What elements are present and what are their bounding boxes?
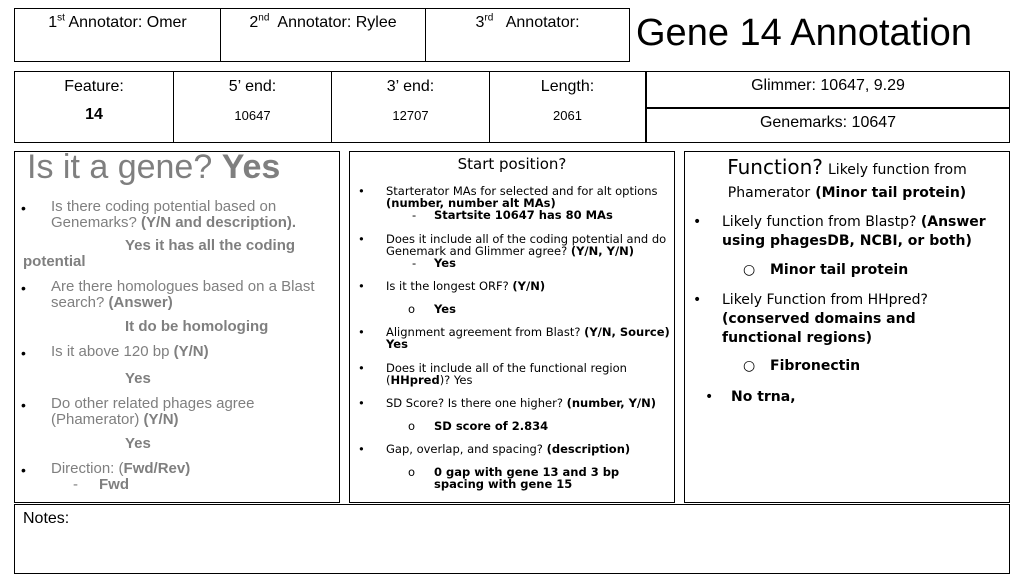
- page-title: Gene 14 Annotation: [636, 12, 972, 54]
- function-q1-bold: (Answer using phagesDB, NCBI, or both): [722, 214, 986, 249]
- gene-a4: Yes: [125, 435, 151, 452]
- gene-q4-text: Do other related phages agree (Phamerator): [51, 395, 255, 428]
- three-end-value: 12707: [392, 108, 429, 123]
- gene-q1-suffix: (Y/N and description).: [141, 214, 297, 231]
- second-annotator: [220, 9, 425, 61]
- third-annotator-label: Annotator:: [493, 14, 580, 31]
- start-a1: Startsite 10647 has 80 MAs: [434, 208, 613, 222]
- start-a6: SD score of 2.834: [434, 419, 549, 433]
- bullet: •: [21, 280, 26, 296]
- bullet: •: [358, 184, 365, 198]
- divider: [647, 107, 1009, 109]
- function-panel-title: [685, 156, 1009, 204]
- start-panel-title: Start position?: [457, 155, 567, 173]
- start-q2-text: Does it include all of the coding potential and do Genemark and Glimmer agree?: [386, 232, 667, 258]
- start-q2: [386, 233, 670, 257]
- third-annotator-ordinal: 3: [475, 14, 485, 31]
- dash: -: [412, 208, 417, 222]
- start-q4-bold: (Y/N, Source): [584, 325, 670, 339]
- start-q4: [386, 326, 672, 338]
- gene-a1: Yes it has all the coding potential: [23, 237, 296, 270]
- start-q1-bold: (number, number alt MAs): [386, 196, 556, 210]
- function-q1-text: Likely function from Blastp?: [722, 214, 917, 230]
- function-a1: Minor tail protein: [770, 262, 909, 278]
- is-it-a-gene-panel: [14, 148, 340, 503]
- first-annotator: [15, 9, 220, 61]
- start-a4: Yes: [386, 337, 408, 351]
- circle-bullet: ○: [743, 358, 756, 374]
- feature-row: [14, 71, 646, 143]
- bullet: •: [693, 292, 702, 308]
- start-a7: 0 gap with gene 13 and 3 bp spacing with gene 15: [434, 465, 620, 491]
- start-q6-text: SD Score? Is there one higher?: [386, 396, 563, 410]
- bullet: •: [21, 397, 26, 413]
- start-q3: [386, 280, 545, 292]
- function-title-bold: (Minor tail protein): [815, 185, 967, 201]
- length-label: Length:: [540, 78, 595, 95]
- gene-panel-title: [27, 148, 280, 187]
- start-q1-text: Starterator MAs for selected and for alt options: [386, 184, 658, 198]
- function-q2: [722, 291, 992, 348]
- five-end-cell: [173, 72, 331, 142]
- first-annotator-sup: st: [57, 12, 65, 24]
- function-panel: [684, 151, 1010, 503]
- three-end-label: 3’ end:: [386, 78, 435, 95]
- bullet: •: [358, 361, 365, 375]
- length-cell: [489, 72, 645, 142]
- gene-a5: Fwd: [99, 476, 129, 493]
- glimmer-value: Glimmer: 10647, 9.29: [751, 77, 905, 94]
- feature-value: 14: [85, 106, 103, 123]
- bullet: •: [358, 232, 365, 246]
- gene-q4: [51, 396, 321, 428]
- gene-q4-suffix: (Y/N): [143, 411, 179, 428]
- notes-box[interactable]: [14, 504, 1010, 574]
- bullet: •: [358, 396, 365, 410]
- length-value: 2061: [553, 108, 582, 123]
- second-annotator-sup: nd: [258, 12, 270, 24]
- bullet: •: [21, 345, 26, 361]
- third-annotator-sup: rd: [484, 12, 494, 24]
- first-annotator-ordinal: 1: [48, 14, 58, 31]
- function-title-small: Likely function from Phamerator: [727, 162, 967, 201]
- feature-label: Feature:: [64, 78, 124, 95]
- gene-q2-text: Are there homologues based on a Blast search?: [51, 278, 315, 311]
- bullet: •: [21, 462, 26, 478]
- third-annotator: [425, 9, 629, 61]
- dash: -: [73, 476, 78, 493]
- start-q3-text: Is it the longest ORF?: [386, 279, 509, 293]
- gene-q3-suffix: (Y/N): [173, 343, 209, 360]
- annotator-row: [14, 8, 630, 62]
- start-a3: Yes: [434, 302, 456, 316]
- feature-cell: [15, 72, 173, 142]
- bullet: •: [693, 214, 702, 230]
- start-a2: Yes: [434, 256, 456, 270]
- bullet: •: [358, 279, 365, 293]
- start-q3-bold: (Y/N): [512, 279, 546, 293]
- gene-a3: Yes: [125, 370, 151, 387]
- circle-bullet: ○: [743, 262, 756, 278]
- gene-q3: [51, 344, 209, 360]
- gene-q1-text: Is there coding potential based on Genemarks?: [51, 198, 277, 231]
- start-position-panel: [349, 151, 675, 503]
- function-a3: No trna,: [731, 389, 796, 405]
- circle-bullet: o: [408, 419, 416, 433]
- function-title-text: Function?: [727, 155, 823, 179]
- gene-q2: [51, 279, 337, 311]
- gene-q5-text: Direction: (: [51, 460, 124, 477]
- start-q4-text: Alignment agreement from Blast?: [386, 325, 581, 339]
- function-q2-bold: (conserved domains and functional regions): [722, 311, 916, 346]
- second-annotator-label: Annotator: Rylee: [269, 14, 397, 31]
- gene-q2-suffix: (Answer): [108, 294, 173, 311]
- function-a2: Fibronectin: [770, 358, 861, 374]
- circle-bullet: o: [408, 465, 416, 479]
- gene-a2: It do be homologing: [125, 318, 269, 335]
- start-q2-bold: (Y/N, Y/N): [570, 244, 635, 258]
- bullet: •: [358, 325, 365, 339]
- second-annotator-ordinal: 2: [249, 14, 259, 31]
- start-q6-bold: (number, Y/N): [566, 396, 656, 410]
- start-q7-bold: (description): [546, 442, 631, 456]
- five-end-label: 5’ end:: [228, 78, 277, 95]
- start-q5-tail: )? Yes: [439, 373, 473, 387]
- three-end-cell: [331, 72, 489, 142]
- start-q7-text: Gap, overlap, and spacing?: [386, 442, 543, 456]
- start-q7: [386, 443, 630, 455]
- start-q1: [386, 185, 668, 209]
- five-end-value: 10647: [234, 108, 271, 123]
- circle-bullet: o: [408, 302, 416, 316]
- start-q5-bold: HHpred: [390, 373, 440, 387]
- function-q1: [722, 213, 1006, 251]
- start-q5-text: Does it include all of the functional region (: [386, 361, 627, 387]
- gene-q5-suffix: Fwd/Rev): [123, 460, 191, 477]
- glimmer-genemarks-box: [646, 71, 1010, 143]
- start-q6: [386, 397, 656, 409]
- start-q5: [386, 362, 656, 386]
- bullet: •: [705, 389, 714, 405]
- gene-q1: [51, 199, 337, 231]
- gene-q5: [51, 461, 190, 477]
- gene-title-text: Is it a gene?: [27, 148, 213, 186]
- gene-q3-text: Is it above 120 bp: [51, 343, 170, 360]
- notes-label: Notes:: [23, 510, 70, 527]
- genemarks-value: Genemarks: 10647: [759, 114, 897, 131]
- bullet: •: [21, 200, 26, 216]
- dash: -: [412, 256, 417, 270]
- first-annotator-label: Annotator: Omer: [64, 14, 187, 31]
- function-q2-text: Likely Function from HHpred?: [722, 292, 928, 308]
- bullet: •: [358, 442, 365, 456]
- gene-title-answer: Yes: [221, 148, 281, 186]
